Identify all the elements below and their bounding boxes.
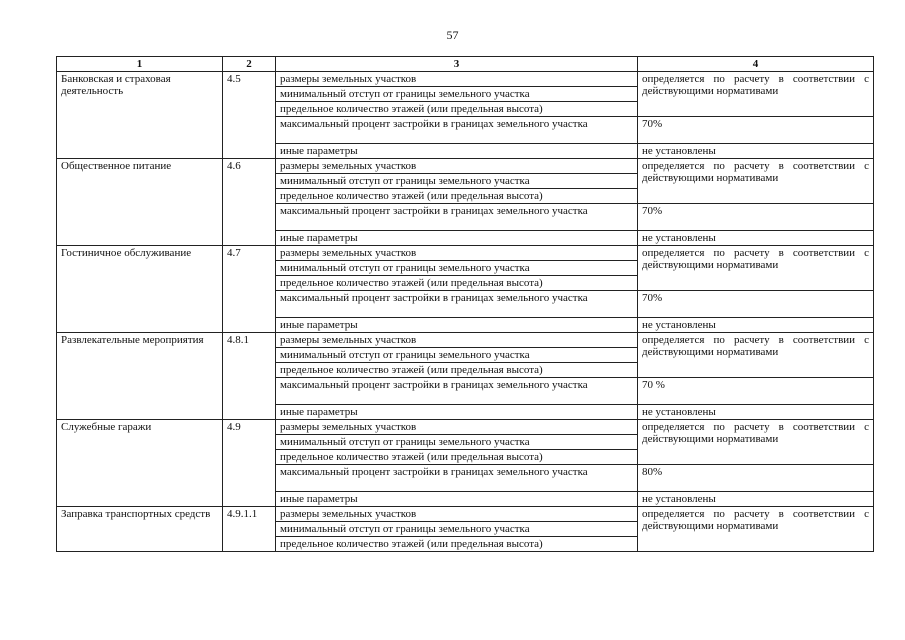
header-col-3: 3 — [276, 57, 638, 72]
parameter-cell: предельное количество этажей (или предельная высота) — [276, 276, 638, 291]
parameter-cell: максимальный процент застройки в границах земельного участка — [276, 291, 638, 318]
parameter-cell: максимальный процент застройки в границах земельного участка — [276, 465, 638, 492]
value-cell: определяется по расчету в соответствии с действующими нормативами — [638, 246, 874, 291]
use-type-cell: Служебные гаражи — [57, 420, 223, 507]
parameter-cell: предельное количество этажей (или предельная высота) — [276, 450, 638, 465]
table-body — [57, 72, 874, 552]
parameter-cell: иные параметры — [276, 231, 638, 246]
value-cell: 80% — [638, 465, 874, 492]
parameter-cell: минимальный отступ от границы земельного участка — [276, 261, 638, 276]
use-type-cell: Развлекательные мероприятия — [57, 333, 223, 420]
value-cell: не установлены — [638, 231, 874, 246]
value-cell: определяется по расчету в соответствии с действующими нормативами — [638, 420, 874, 465]
use-type-cell: Заправка транспортных средств — [57, 507, 223, 552]
parameter-cell: минимальный отступ от границы земельного участка — [276, 522, 638, 537]
header-col-1: 1 — [57, 57, 223, 72]
parameter-cell: иные параметры — [276, 492, 638, 507]
parameter-cell: максимальный процент застройки в границах земельного участка — [276, 117, 638, 144]
parameter-cell: минимальный отступ от границы земельного участка — [276, 348, 638, 363]
use-code-cell: 4.5 — [223, 72, 276, 159]
use-code-cell: 4.8.1 — [223, 333, 276, 420]
value-cell: не установлены — [638, 318, 874, 333]
value-cell: 70 % — [638, 378, 874, 405]
use-type-cell: Общественное питание — [57, 159, 223, 246]
value-cell: определяется по расчету в соответствии с действующими нормативами — [638, 72, 874, 117]
parameter-cell: размеры земельных участков — [276, 246, 638, 261]
value-cell: 70% — [638, 117, 874, 144]
use-code-cell: 4.9.1.1 — [223, 507, 276, 552]
header-col-2: 2 — [223, 57, 276, 72]
value-cell: определяется по расчету в соответствии с действующими нормативами — [638, 507, 874, 552]
parameter-cell: предельное количество этажей (или предельная высота) — [276, 102, 638, 117]
parameter-cell: максимальный процент застройки в границах земельного участка — [276, 204, 638, 231]
parameter-cell: максимальный процент застройки в границах земельного участка — [276, 378, 638, 405]
table-row — [57, 507, 874, 522]
parameter-cell: иные параметры — [276, 144, 638, 159]
table-row — [57, 72, 874, 87]
use-code-cell: 4.6 — [223, 159, 276, 246]
parameter-cell: минимальный отступ от границы земельного участка — [276, 87, 638, 102]
parameter-cell: иные параметры — [276, 318, 638, 333]
table-header-row — [57, 57, 874, 72]
parameter-cell: размеры земельных участков — [276, 159, 638, 174]
parameter-cell: минимальный отступ от границы земельного участка — [276, 435, 638, 450]
use-type-cell: Гостиничное обслуживание — [57, 246, 223, 333]
parameter-cell: минимальный отступ от границы земельного участка — [276, 174, 638, 189]
value-cell: 70% — [638, 204, 874, 231]
value-cell: определяется по расчету в соответствии с действующими нормативами — [638, 333, 874, 378]
table-row — [57, 420, 874, 435]
value-cell: не установлены — [638, 405, 874, 420]
use-code-cell: 4.7 — [223, 246, 276, 333]
use-code-cell: 4.9 — [223, 420, 276, 507]
parameter-cell: размеры земельных участков — [276, 72, 638, 87]
parameter-cell: предельное количество этажей (или предельная высота) — [276, 363, 638, 378]
table-row — [57, 246, 874, 261]
parameter-cell: размеры земельных участков — [276, 333, 638, 348]
table-row — [57, 159, 874, 174]
parameter-cell: размеры земельных участков — [276, 420, 638, 435]
value-cell: не установлены — [638, 144, 874, 159]
value-cell: не установлены — [638, 492, 874, 507]
table-row — [57, 333, 874, 348]
header-col-4: 4 — [638, 57, 874, 72]
value-cell: 70% — [638, 291, 874, 318]
parameter-cell: предельное количество этажей (или предельная высота) — [276, 537, 638, 552]
parameter-cell: размеры земельных участков — [276, 507, 638, 522]
parameter-cell: иные параметры — [276, 405, 638, 420]
value-cell: определяется по расчету в соответствии с действующими нормативами — [638, 159, 874, 204]
parameter-cell: предельное количество этажей (или предельная высота) — [276, 189, 638, 204]
land-use-parameters-table — [56, 56, 874, 552]
page-number: 57 — [446, 28, 459, 42]
use-type-cell: Банковская и страховая деятельность — [57, 72, 223, 159]
